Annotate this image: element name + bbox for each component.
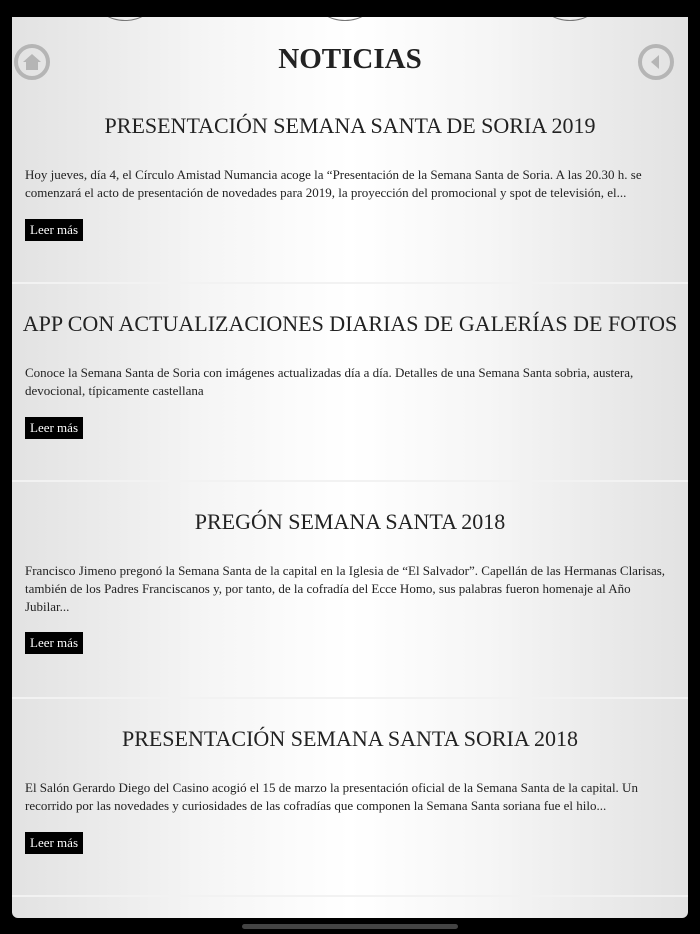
news-item	[12, 284, 688, 482]
news-item	[12, 86, 688, 284]
news-item	[12, 699, 688, 897]
news-excerpt: Conoce la Semana Santa de Soria con imágenes actualizadas día a día. Detalles de una Semana Santa sobria, austera, devocional, típicamente castellana	[25, 365, 634, 398]
back-arrow-icon	[646, 52, 666, 72]
news-excerpt: Francisco Jimeno pregonó la Semana Santa de la capital en la Iglesia de “El Salvador”. Capellán de las Hermanas Clarisas, también de los Padres Franciscanos y, por tanto, de la cofradía del Ecce Homo, sus palabras fueron homenaje al Año Jubilar...	[25, 563, 666, 614]
news-title: APP CON ACTUALIZACIONES DIARIAS DE GALERÍAS DE FOTOS	[22, 311, 678, 336]
news-title: PREGÓN SEMANA SANTA 2018	[194, 509, 506, 534]
top-tab-1[interactable]	[95, 17, 155, 21]
news-title: PRESENTACIÓN SEMANA SANTA DE SORIA 2019	[104, 113, 596, 138]
back-button[interactable]	[638, 44, 674, 80]
news-excerpt: El Salón Gerardo Diego del Casino acogió el 15 de marzo la presentación oficial de la Semana Santa de la capital. Un recorrido por las novedades y curiosidades de las cofradías que componen la Semana Santa soriana fue el hilo...	[25, 780, 638, 813]
news-item	[12, 482, 688, 699]
read-more-button[interactable]: Leer más	[25, 832, 83, 854]
news-panel	[12, 17, 688, 918]
news-list	[12, 86, 688, 897]
news-excerpt: Hoy jueves, día 4, el Círculo Amistad Numancia acoge la “Presentación de la Semana Santa de Soria. A las 20.30 h. se comenzará el acto de presentación de novedades para 2019, la proyección del promocional y spot de televisión, el...	[25, 167, 642, 200]
news-title: PRESENTACIÓN SEMANA SANTA SORIA 2018	[121, 726, 579, 751]
top-tab-3[interactable]	[540, 17, 600, 21]
read-more-button[interactable]: Leer más	[25, 417, 83, 439]
read-more-button[interactable]: Leer más	[25, 632, 83, 654]
read-more-button[interactable]: Leer más	[25, 219, 83, 241]
page-title: NOTICIAS	[278, 43, 422, 75]
top-tab-2[interactable]	[315, 17, 375, 21]
home-indicator[interactable]	[242, 924, 458, 929]
